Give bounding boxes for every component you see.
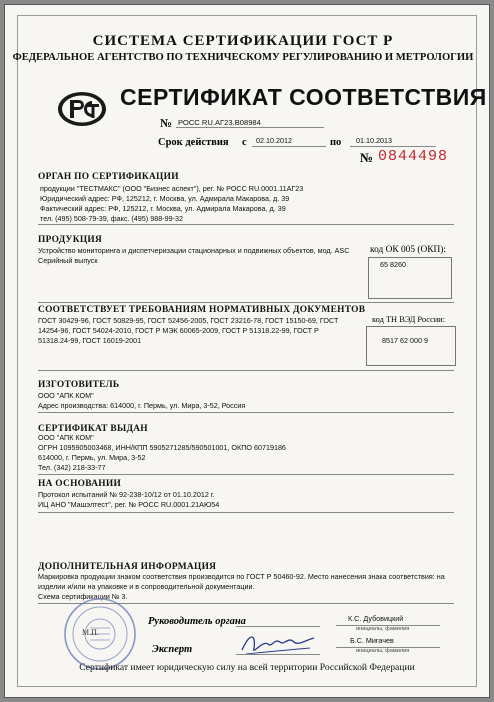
conformity-title: СООТВЕТСТВУЕТ ТРЕБОВАНИЯМ НОРМАТИВНЫХ ДОКУМЕНТОВ	[38, 305, 366, 315]
okp-value: 65 8260	[380, 260, 406, 269]
cert-number-label: №	[160, 116, 173, 130]
conformity-divider	[38, 370, 454, 371]
product-title: ПРОДУКЦИЯ	[38, 235, 103, 245]
organ-line-3: Фактический адрес: РФ, 125212, г. Москва, ул. Адмирала Макарова, д. 39	[40, 204, 286, 213]
organ-line-1: продукции "ТЕСТМАКС" (ООО "Бизнес аспект"), рег. № РОСС RU.0001.11АГ23	[40, 184, 304, 193]
tnved-box	[366, 326, 456, 366]
organ-title: ОРГАН ПО СЕРТИФИКАЦИИ	[38, 172, 179, 182]
conformity-line-2: 14254-96, ГОСТ 54024-2010, ГОСТ Р МЭК 60065-2009, ГОСТ Р 51318.22-99, ГОСТ Р	[38, 326, 319, 335]
issued-line-3: 614000, г. Пермь, ул. Мира, 3-52	[38, 453, 146, 462]
expert-name: Б.С. Мигачев	[350, 636, 394, 645]
additional-line-1: Маркировка продукции знаком соответствия производится по ГОСТ Р 50460-92. Место нанесения знака соответствия: на	[38, 572, 445, 581]
basis-divider	[38, 512, 454, 513]
gost-r-logo-icon	[56, 90, 108, 128]
basis-line-2: ИЦ АНО "Машэлтест", рег. № РОСС RU.0001.21АЮ54	[38, 500, 220, 509]
product-line-1: Устройство мониторинга и диспетчеризации стационарных и подвижных объектов, мод. ASC	[38, 246, 350, 255]
expert-signature-line	[236, 654, 320, 655]
basis-title: НА ОСНОВАНИИ	[38, 479, 122, 489]
official-stamp-icon	[62, 596, 138, 672]
serial-number: 0844498	[378, 148, 449, 165]
manufacturer-divider	[38, 412, 454, 413]
additional-line-2: изделии и/или на упаковке и в сопроводительной документации.	[38, 582, 255, 591]
agency-title: ФЕДЕРАЛЬНОЕ АГЕНТСТВО ПО ТЕХНИЧЕСКОМУ РЕГУЛИРОВАНИЮ И МЕТРОЛОГИИ	[12, 52, 474, 63]
issued-title: СЕРТИФИКАТ ВЫДАН	[38, 424, 148, 434]
manufacturer-line-2: Адрес производства: 614000, г. Пермь, ул. Мира, 3-52, Россия	[38, 401, 246, 410]
validity-label: Срок действия	[158, 137, 229, 148]
tnved-value: 8517 62 000 9	[382, 336, 428, 345]
additional-title: ДОПОЛНИТЕЛЬНАЯ ИНФОРМАЦИЯ	[38, 562, 217, 572]
from-underline	[252, 146, 326, 147]
head-label: Руководитель органа	[148, 616, 246, 627]
cert-number-underline	[176, 127, 324, 128]
organ-line-4: тел. (495) 508-79-39, факс. (495) 988-99-32	[40, 214, 183, 223]
expert-label: Эксперт	[152, 644, 193, 655]
organ-line-2: Юридический адрес: РФ, 125212, г. Москва, ул. Адмирала Макарова, д. 39	[40, 194, 290, 203]
organ-divider	[38, 224, 454, 225]
to-label: по	[330, 137, 342, 148]
conformity-line-1: ГОСТ 30429-96, ГОСТ 50829-95, ГОСТ 52456-2005, ГОСТ 23216-78, ГОСТ 15150-69, ГОСТ	[38, 316, 339, 325]
product-line-2: Серийный выпуск	[38, 256, 98, 265]
from-label: с	[242, 137, 247, 148]
basis-line-1: Протокол испытаний № 92-238-10/12 от 01.10.2012 г.	[38, 490, 215, 499]
certificate-title: СЕРТИФИКАТ СООТВЕТСТВИЯ	[120, 84, 487, 110]
conformity-line-3: 51318.24-99, ГОСТ 16019-2001	[38, 336, 142, 345]
issued-line-1: ООО "АПК КОМ"	[38, 433, 94, 442]
system-title: СИСТЕМА СЕРТИФИКАЦИИ ГОСТ Р	[92, 33, 394, 49]
expert-caption: инициалы, фамилия	[356, 648, 410, 654]
cert-number: РОСС RU.АГ23.В08984	[178, 118, 261, 127]
okp-label: код ОК 005 (ОКП):	[370, 245, 447, 255]
valid-to-date: 01.10.2013	[356, 136, 392, 145]
product-divider	[38, 302, 454, 303]
head-name: К.С. Дубовицкий	[348, 614, 404, 623]
head-caption: инициалы, фамилия	[356, 626, 410, 632]
serial-label: №	[360, 150, 374, 165]
issued-line-2: ОГРН 1095905003468, ИНН/КПП 5905271285/590501001, ОКПО 60719186	[38, 443, 286, 452]
issued-line-4: Тел. (342) 218-33-77	[38, 463, 106, 472]
legal-footer: Сертификат имеет юридическую силу на всей территории Российской Федерации	[79, 662, 415, 673]
issued-divider	[38, 474, 454, 475]
stamp-mp-label: М.П.	[82, 628, 99, 637]
to-underline	[350, 146, 436, 147]
tnved-label: код ТН ВЭД России:	[372, 315, 445, 324]
additional-line-3: Схема сертификации № 3.	[38, 592, 128, 601]
manufacturer-line-1: ООО "АПК КОМ"	[38, 391, 94, 400]
manufacturer-title: ИЗГОТОВИТЕЛЬ	[38, 380, 120, 390]
valid-from-date: 02.10.2012	[256, 136, 292, 145]
